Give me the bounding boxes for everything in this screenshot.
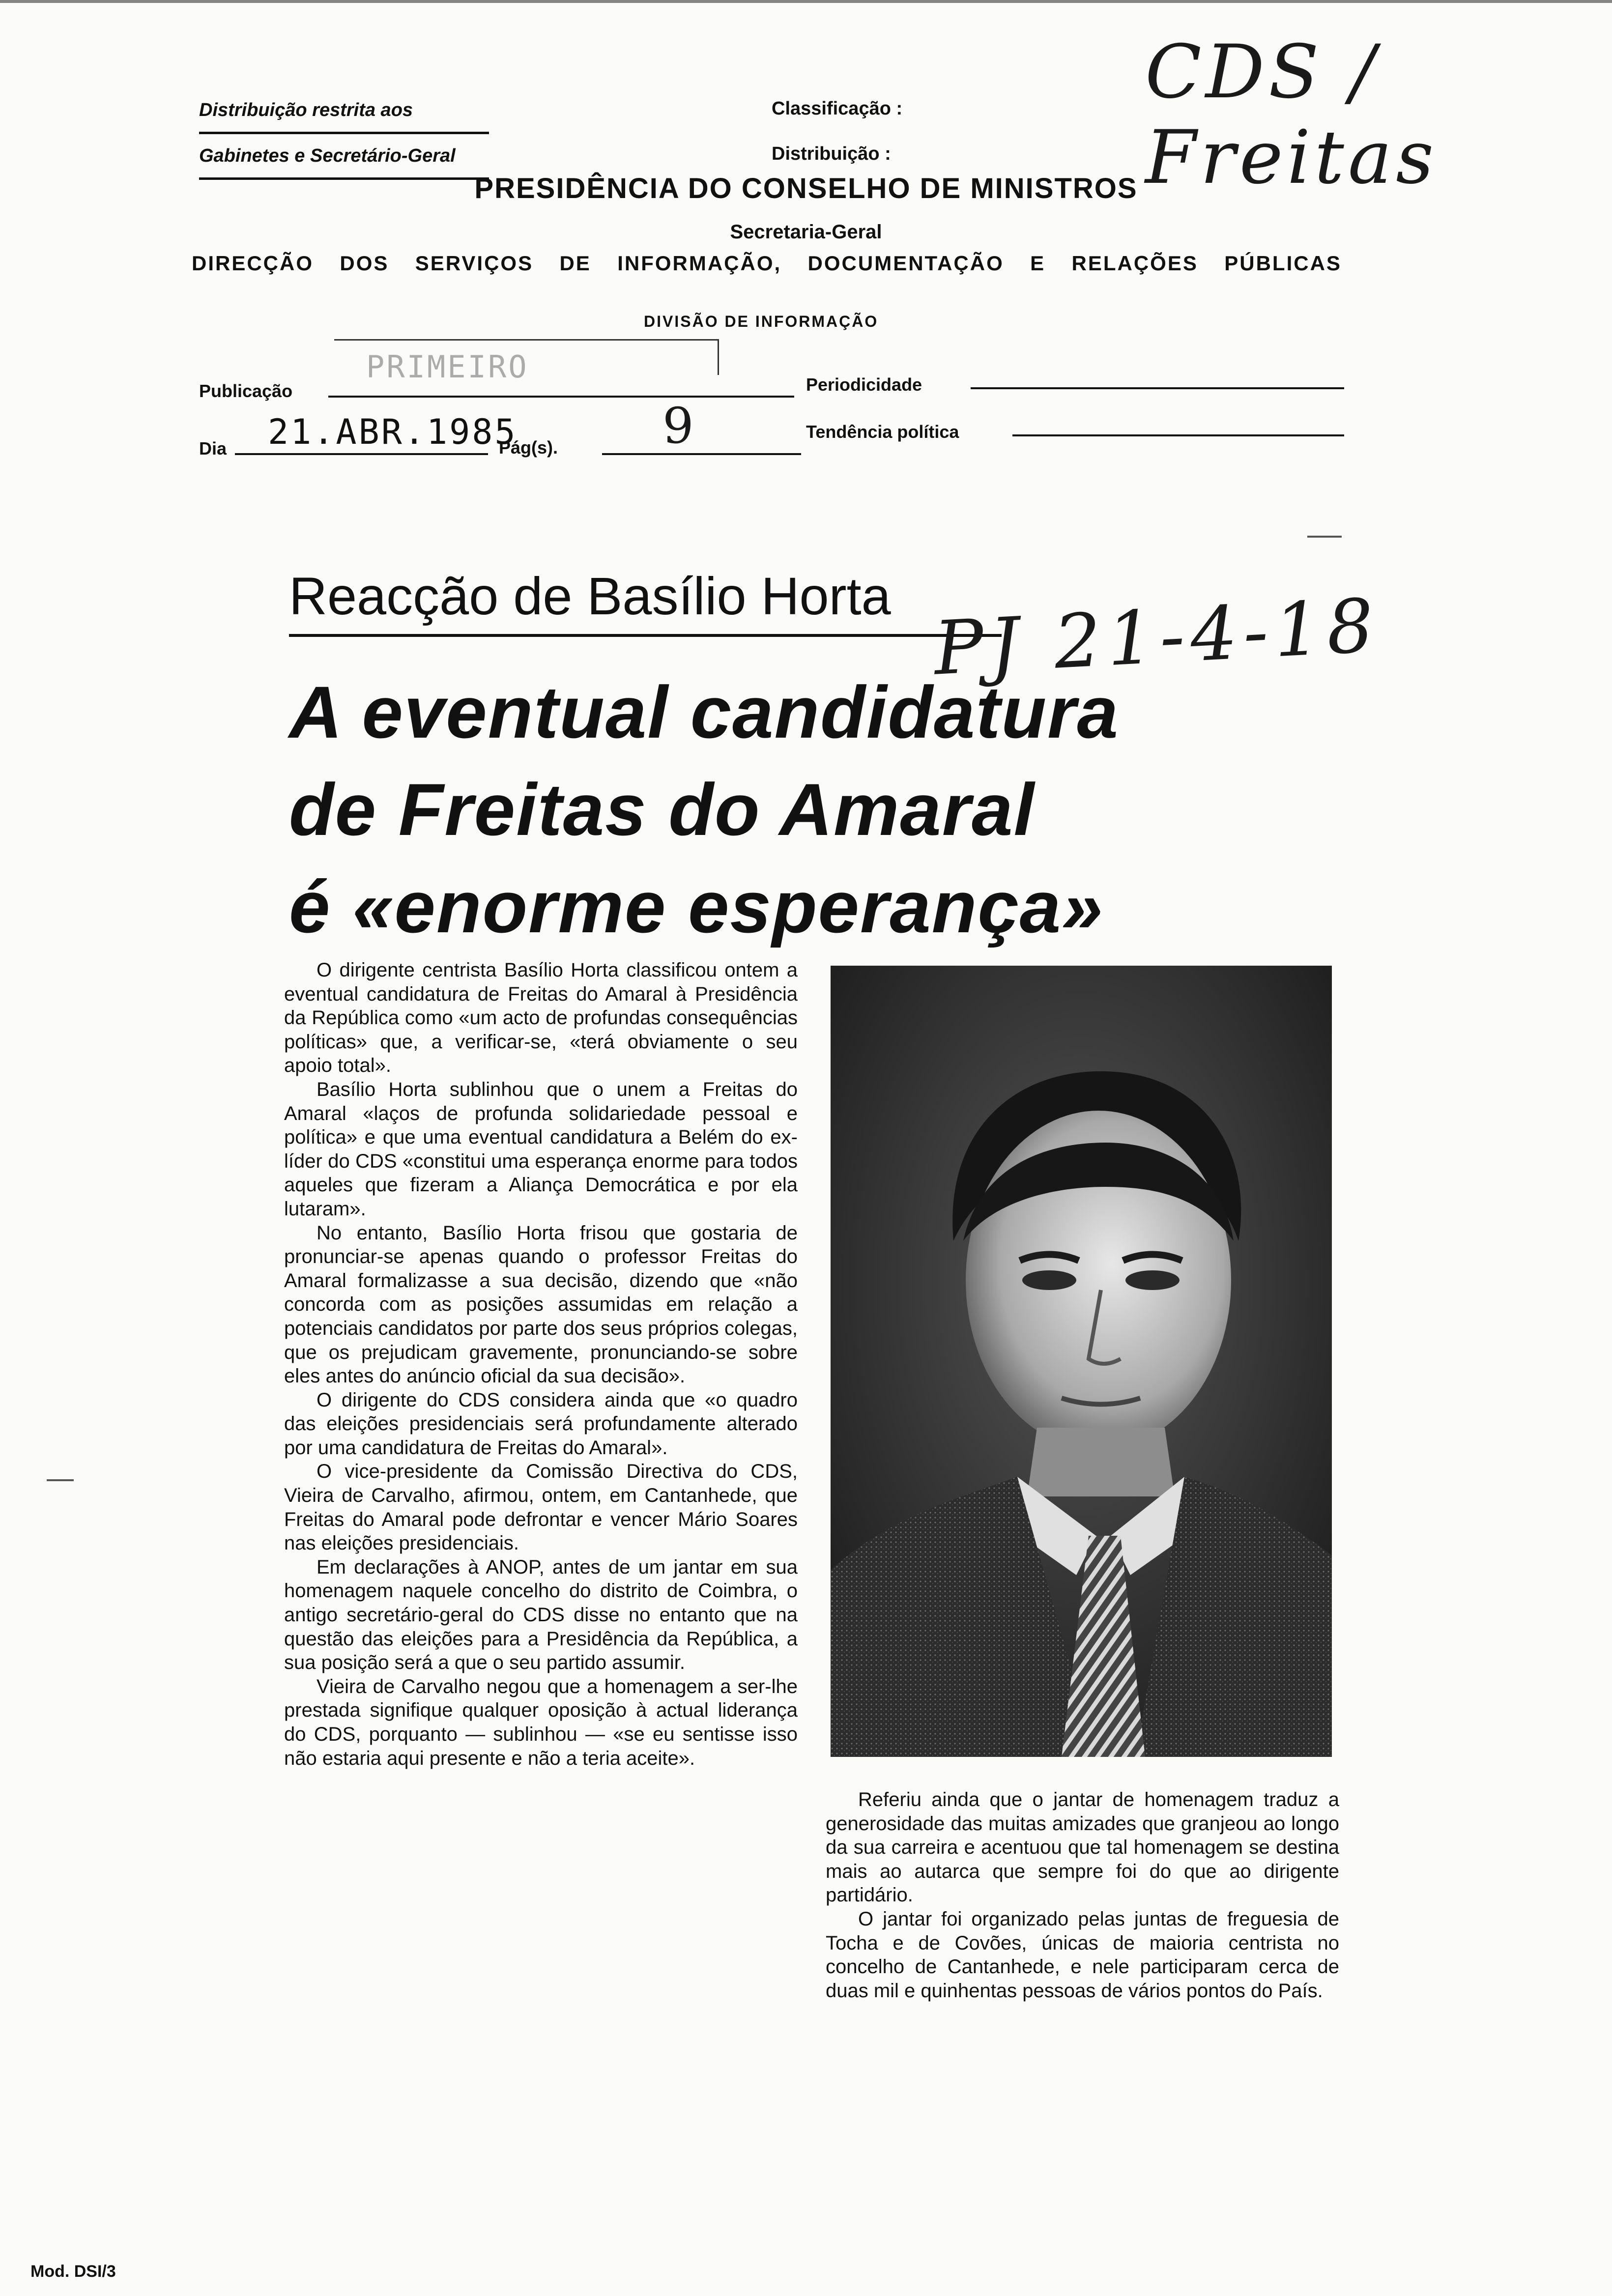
article-paragraph: Em declarações à ANOP, antes de um jantar em sua homenagem naquele concelho do distrito de Coimbra, o antigo secretário-geral do CDS disse no entanto que na questão das eleições para a Presidência da República, a sua posição será a que o seu partido assumir. [284,1556,798,1674]
article-kicker: Reacção de Basílio Horta [289,566,891,626]
restricted-line-2: Gabinetes e Secretário-Geral [199,134,489,180]
kicker-rule [289,634,1002,637]
org-secretariat: Secretaria-Geral [730,221,882,243]
portrait-photo [831,966,1332,1757]
distribution-label: Distribuição : [772,144,891,164]
article-paragraph: O vice-presidente da Comissão Directiva do CDS, Vieira de Carvalho, afirmou, ontem, em Cantanhede, que Freitas do Amaral pode defrontar e vencer Mário Soares nas eleições presidenciais. [284,1461,798,1554]
margin-mark [47,1479,74,1481]
org-direction-word: DIRECÇÃO [192,252,314,275]
day-label: Dia [199,438,227,459]
margin-mark [1307,536,1342,538]
article-column-1 [284,958,798,1770]
org-direction-word: PÚBLICAS [1224,252,1342,275]
publication-label: Publicação [199,381,293,401]
org-direction-word: E [1030,252,1046,275]
org-direction-word: DE [559,252,591,275]
tendency-label: Tendência política [806,422,959,442]
article-column-2 [826,1788,1339,2003]
classification-block [772,86,902,176]
scan-edge [0,0,1612,3]
pages-line [602,453,801,455]
org-direction-word: DOS [340,252,389,275]
form-code: Mod. DSI/3 [30,2262,116,2281]
classification-label: Classificação : [772,98,903,119]
handwritten-annotation-top: CDS / Freitas [1145,29,1438,201]
headline-line-1: A eventual candidatura [289,671,1119,753]
article-paragraph: Basílio Horta sublinhou que o unem a Freitas do Amaral «laços de profunda solidariedade pessoal e política» e que uma eventual candidatura a Belém do ex-líder do CDS «constitui uma esperança enorme para todos aqueles que fizeram a Aliança Democrática e por ela lutaram». [284,1078,798,1220]
pages-value: 9 [662,397,694,455]
article-paragraph: O dirigente do CDS considera ainda que «o quadro das eleições presidenciais será profundamente alterado por uma candidatura de Freitas do Amaral». [284,1389,798,1459]
publication-line [328,396,794,398]
article-paragraph: O jantar foi organizado pelas juntas de freguesia de Tocha e de Covões, únicas de maioria centrista no concelho de Cantanhede, e nele participaram cerca de duas mil e quinhentas pessoas de vários pontos do País. [826,1908,1339,2002]
restricted-distribution [199,88,489,180]
publication-stamp: PRIMEIRO [366,349,529,385]
headline-line-3: é «enorme esperança» [289,865,1104,948]
headline-line-2: de Freitas do Amaral [289,768,1036,851]
article-paragraph: O dirigente centrista Basílio Horta classificou ontem a eventual candidatura de Freitas do Amaral à Presidência da República como «um acto de profundas consequências políticas» que, a verificar-se, «terá obviamente o seu apoio total». [284,959,798,1077]
pages-label: Pág(s). [499,437,558,458]
article-headline [289,663,1360,955]
org-direction-word: SERVIÇOS [415,252,534,275]
handwritten-date-note: PJ 21-4-18 [932,583,1382,692]
periodicity-line [971,387,1344,389]
date-stamp: 21.ABR.1985 [268,412,518,452]
org-direction-word: DOCUMENTAÇÃO [807,252,1004,275]
article-paragraph: No entanto, Basílio Horta frisou que gostaria de pronunciar-se apenas quando o professor Freitas do Amaral formalizasse a sua decisão, dizendo que «não concorda com as posições assumidas em relação a potenciais candidatos por parte dos seus próprios colegas, que os prejudicam gravemente, pronunciando-se sobre eles antes do anúncio oficial da sua decisão». [284,1222,798,1387]
article-paragraph: Referiu ainda que o jantar de homenagem traduz a generosidade das muitas amizades que granjeou ao longo da sua carreira e acentuou que tal homenagem se destina mais ao autarca que sempre foi do que ao dirigente partidário. [826,1789,1339,1906]
article-paragraph: Vieira de Carvalho negou que a homenagem a ser-lhe prestada signifique qualquer oposição à actual liderança do CDS, porquanto — sublinhou — «se eu sentisse isso não estaria aqui presente e não a teria aceite». [284,1675,798,1769]
date-line [235,453,488,455]
org-direction-word: RELAÇÕES [1071,252,1198,275]
org-direction-word: INFORMAÇÃO, [617,252,782,275]
restricted-line-1: Distribuição restrita aos [199,88,489,134]
org-title: PRESIDÊNCIA DO CONSELHO DE MINISTROS [474,172,1138,204]
tendency-line [1012,434,1344,436]
org-direction [192,252,1342,275]
periodicity-label: Periodicidade [806,374,922,395]
org-division: DIVISÃO DE INFORMAÇÃO [644,313,879,330]
